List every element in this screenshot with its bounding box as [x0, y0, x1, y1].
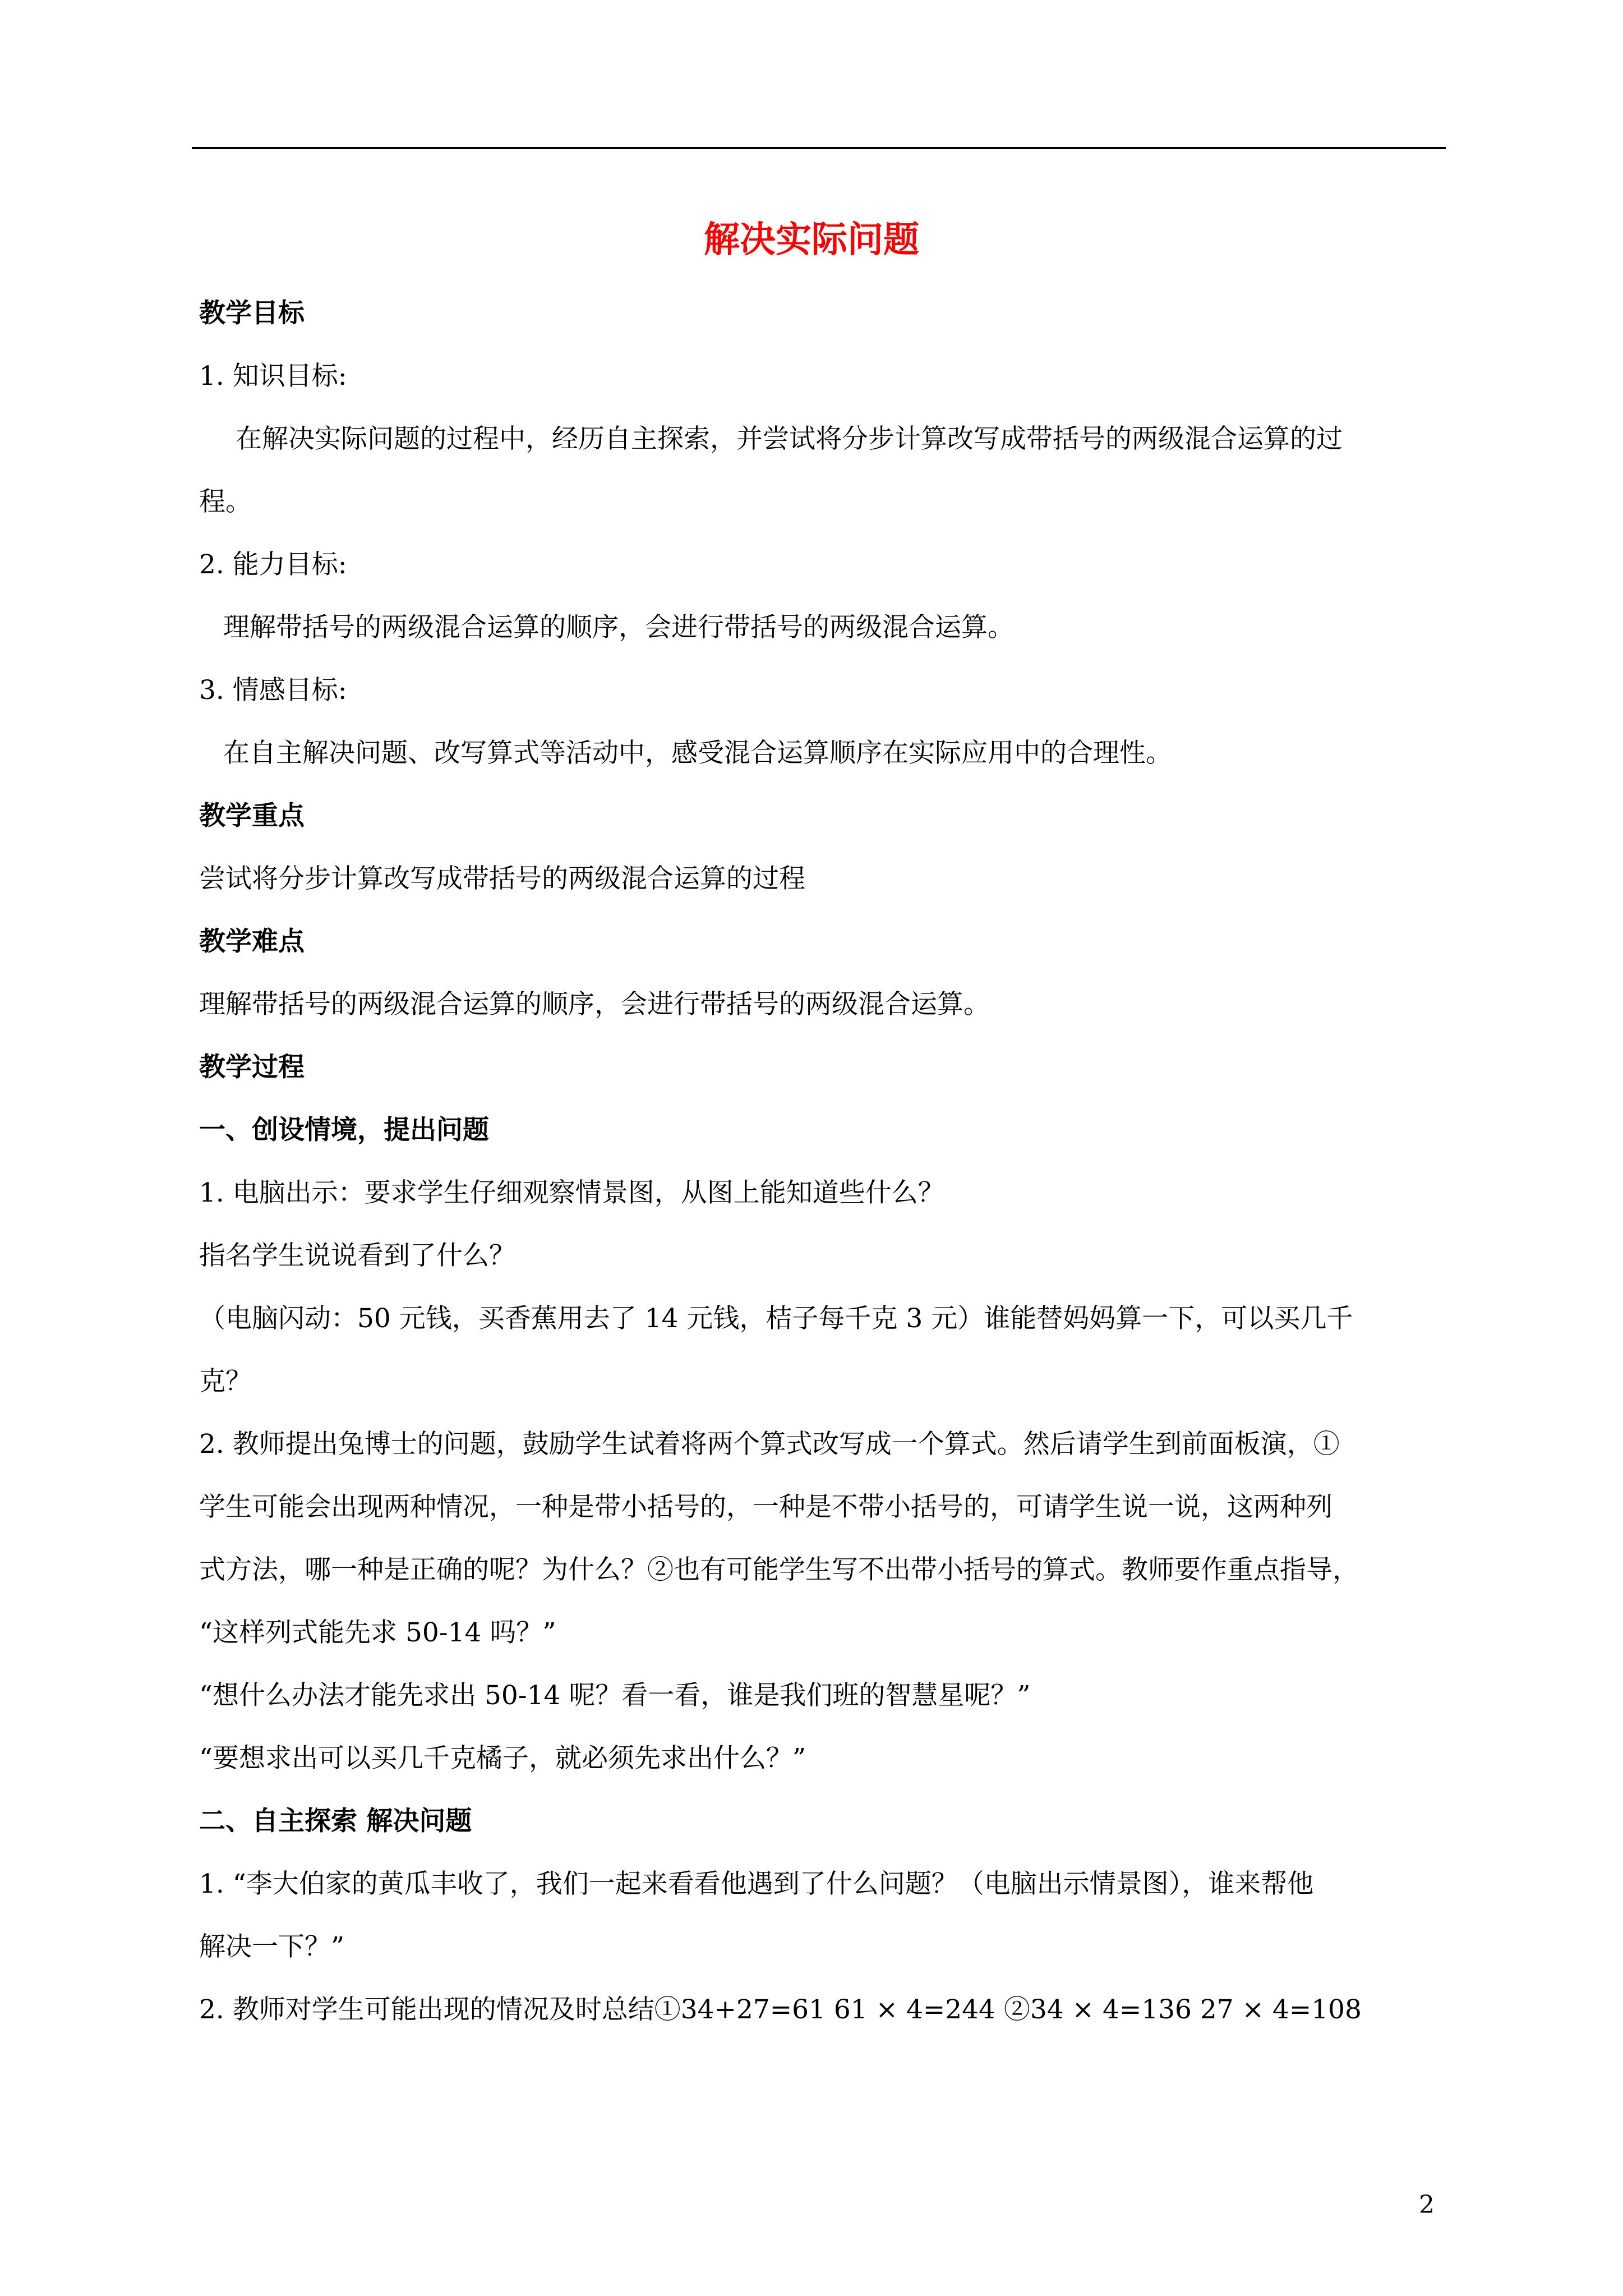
goal1-text-line1: 在解决实际问题的过程中，经历自主探索，并尝试将分步计算改写成带括号的两级混合运算的过 — [236, 424, 1343, 454]
part1-heading: 一、创设情境，提出问题 — [199, 1115, 489, 1145]
paragraph: （电脑闪动：50 元钱，买香蕉用去了 14 元钱，桔子每千克 3 元）谁能替妈妈算一下，可以买几千 — [199, 1303, 1353, 1334]
page-number: 2 — [1419, 2191, 1435, 2219]
paragraph: 指名学生说说看到了什么？ — [199, 1240, 515, 1271]
goal3-label: 3. 情感目标: — [199, 675, 347, 706]
process-heading: 教学过程 — [199, 1052, 305, 1083]
difficulty-heading: 教学难点 — [199, 926, 305, 957]
paragraph: 克？ — [199, 1366, 252, 1397]
paragraph: 学生可能会出现两种情况，一种是带小括号的，一种是不带小括号的，可请学生说一说，这两种列 — [199, 1492, 1332, 1522]
quote-line: “这样列式能先求 50-14 吗？” — [199, 1617, 556, 1648]
key-heading: 教学重点 — [199, 800, 305, 831]
goal2-text: 理解带括号的两级混合运算的顺序，会进行带括号的两级混合运算。 — [223, 612, 1014, 643]
goal2-label: 2. 能力目标: — [199, 549, 347, 580]
part2-heading: 二、自主探索 解决问题 — [199, 1806, 472, 1837]
paragraph: 1. 电脑出示：要求学生仔细观察情景图，从图上能知道些什么？ — [199, 1177, 944, 1208]
goal1-text-line2: 程。 — [199, 486, 252, 517]
quote-line: “要想求出可以买几千克橘子，就必须先求出什么？” — [199, 1743, 806, 1774]
goal3-text: 在自主解决问题、改写算式等活动中，感受混合运算顺序在实际应用中的合理性。 — [223, 738, 1172, 769]
quote-line: “想什么办法才能先求出 50-14 呢？看一看，谁是我们班的智慧星呢？” — [199, 1680, 1031, 1711]
paragraph: 解决一下？” — [199, 1931, 345, 1962]
goal1-label: 1. 知识目标: — [199, 361, 347, 392]
difficulty-text: 理解带括号的两级混合运算的顺序，会进行带括号的两级混合运算。 — [199, 989, 990, 1020]
paragraph: 2. 教师提出兔博士的问题，鼓励学生试着将两个算式改写成一个算式。然后请学生到前面板演，① — [199, 1429, 1340, 1460]
goals-heading: 教学目标 — [199, 298, 305, 329]
paragraph: 式方法，哪一种是正确的呢？为什么？②也有可能学生写不出带小括号的算式。教师要作重点指导， — [199, 1554, 1359, 1585]
header-rule — [192, 147, 1446, 149]
paragraph: 2. 教师对学生可能出现的情况及时总结①34+27=61 61 × 4=244 ②34 × 4=136 27 × 4=108 — [199, 1994, 1362, 2025]
document-title: 解决实际问题 — [704, 219, 919, 261]
paragraph: 1. “李大伯家的黄瓜丰收了，我们一起来看看他遇到了什么问题？（电脑出示情景图），谁来帮他 — [199, 1869, 1314, 1899]
key-text: 尝试将分步计算改写成带括号的两级混合运算的过程 — [199, 863, 805, 894]
